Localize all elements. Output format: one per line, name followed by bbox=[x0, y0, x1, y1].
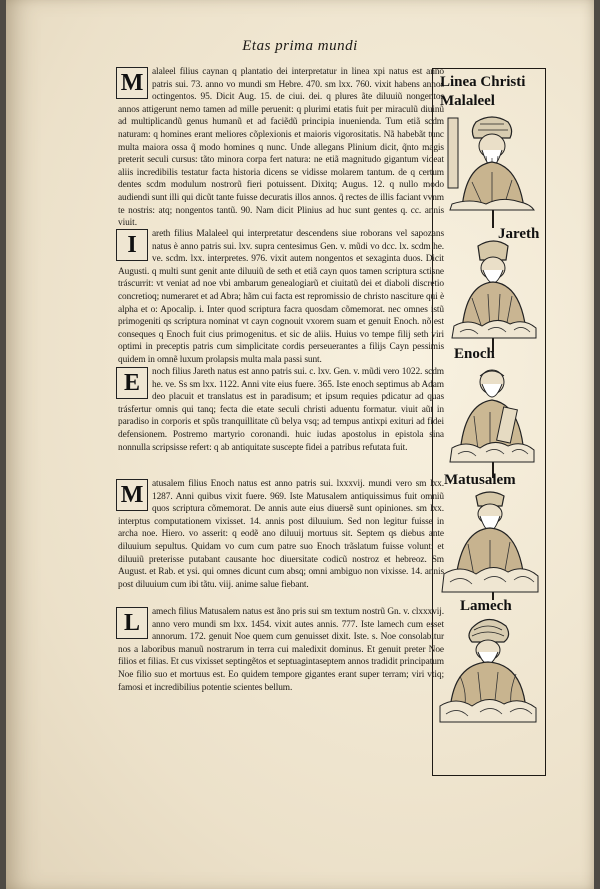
bearded-patriarch-portrait-icon bbox=[446, 112, 538, 212]
lineage-title bbox=[440, 73, 540, 111]
paragraph-text: areth filius Malaleel qui interpretatur descendens siue roborans vel sapozans natus è anno patris sui. lxv. supra centesimus Gen. v. mũdi vo dcc. lx. scdm he. ve. scdm. lxx. interpretes. 976. vixit autem nongentos et sexaginta duos. Dicit Augusti. q multi sunt genit ante diluuiũ de seth et etiã cayn quos tamen scriptura sctisne tráscurrit: vt veniat ad noe vbi ambarum genealogiarũ et ciuitatũ dei et diaboli discretio concretioq; numeraret et ad Abra; hãm cui facta est repromissio de christo nasciture qui è alpha et o: Apocalip. i. Inter quod scriptura facra quosdam cõmemorat. nec omnes istũ primogeniti qs scriptura nominat vt cayn cognouit vxorem suam et genuit Enoch. nõ est conseques q Enoch fuit cius primogenitus. et sic de aliis. Huius vo tempe filij seth viri optimi in preceptis patris cum simplicitate cordis perseuerantes a filijs Cayn pessimis quidem in omnẽ luxum prolapsis multa mala passi sunt. bbox=[118, 229, 444, 365]
paragraph-malaleel bbox=[118, 66, 444, 230]
patriarch-with-book-portrait-icon bbox=[446, 364, 538, 464]
figure-name-matusalem: Matusalem bbox=[444, 472, 516, 488]
figure-name-jareth: Jareth bbox=[498, 226, 540, 242]
patriarch-with-cap-portrait-icon bbox=[448, 238, 540, 342]
text-block-enoch bbox=[118, 366, 444, 454]
figure-name-enoch: Enoch bbox=[454, 346, 495, 362]
turbaned-patriarch-portrait-icon bbox=[438, 614, 538, 724]
paragraph-matusalem bbox=[118, 478, 444, 591]
decorated-initial: E bbox=[116, 367, 148, 399]
lineage-first-name: Malaleel bbox=[440, 93, 495, 109]
decorated-initial: I bbox=[116, 229, 148, 261]
paragraph-jareth bbox=[118, 228, 444, 367]
paragraph-text: atusalem filius Enoch natus est anno patris sui. lxxxvij. mundi vero sm lxx. 1287. Anni quibus vixit fuere. 969. Iste Matusalem antiquissimus fuit omniũ quos scriptura cõmemorat. De annis aute eius diuersẽ sunt opiniones. sm lxx. interptus computationem vixisset. 14. annis post diluuium. Sed non legitur fuisse in archa noe. Hiero. vo asserit: q eodẽ ano diluuij mortuus sit. Septem qs diebus ante diluuium sepultus. Quidam vo cum cum patre suo Enoch trãslatum fuisse volunt: et diluuiũ preterisse putabant causante hoc diuersitate codicũ nostroz et hebreoz. Sm August. et Rab. et ysi. qui omnes dicunt cum absq; omni ambiguo non vixisse. 14. annis post diluuium cum ibi tãtu. viij. anime salue fiebant. bbox=[118, 479, 444, 590]
paragraph-text: amech filius Matusalem natus est ãno pris sui sm textum nostrũ Gn. v. clxxxvij. anno vero mundi sm lxx. 1454. vixit autes annis. 777. Iste lamech cum esset annorum. 172. genuit Noe quem cum genuisset dixit. Iste. s. Noe consolabitur nos a laboribus manuũ nostrarum in terra cui maledixit dominus. Et genuit preter Noe filios et filias. Et cus vixisset septingẽtos et septuagintaseptem annos tradidit principatum Noe filio suo et mortuus est. Eo quidem tempore gigantes erant super terram; viri vtiq; famosi et incredibilius potentie scientes bellum. bbox=[118, 607, 444, 693]
elder-patriarch-portrait-icon bbox=[440, 490, 540, 594]
decorated-initial: M bbox=[116, 479, 148, 511]
paragraph-text: noch filius Jareth natus est anno patris sui. c. lxv. Gen. v. mũdi vero 1022. scdm he. ve. Ss sm lxx. 1122. Anni vite eius fuere. 365. Iste enoch septimus ab Adam deo placuit et translatus est in paradisum; et ipsum requies pdicatur ad quas trásfertur omnis qui tanq; fecta die etate seculi christi aduentu formatur. viuit aũt in paradiso in corporis et spũs tranquillitate cũ belya vsq; ad tempus antixpi exituri ad fidei defensionem. Postremo martyrio coronandi. huic iudas apostolus in epistola sina nonnulla scripsisse refert: q ab antiquitate suscepte fidei a patribus refutata fuit. bbox=[118, 367, 444, 453]
figure-name-lamech: Lamech bbox=[460, 598, 512, 614]
text-block-matusalem bbox=[118, 478, 444, 591]
text-block-jareth bbox=[118, 228, 444, 367]
running-head: Etas prima mundi bbox=[242, 38, 358, 54]
lineage-title-line: Linea Christi bbox=[440, 74, 526, 90]
decorated-initial: L bbox=[116, 607, 148, 639]
paragraph-lamech bbox=[118, 606, 444, 694]
paragraph-enoch bbox=[118, 366, 444, 454]
decorated-initial: M bbox=[116, 67, 148, 99]
text-block-lamech bbox=[118, 606, 444, 694]
text-block-malaleel bbox=[118, 66, 444, 230]
paragraph-text: alaleel filius caynan q plantatio dei interpretatur in linea xpi natus est anno patris sui. 73. anno vo mundi sm Hebre. 470. sm lxx. 760. vixit habens annos octingentos. 95. Dicit Aug. 15. de ciui. dei. q plures ãte diluuiũ nongentos annos attigerunt nemo tamen ad mille peruenit: q plurimi etatis fuit per miraculũ diuinũ ad multiplicandũ genus humanũ et ad faciẽdũ principia inuenienda. Tum etiã scdm naturam: q homines erant meliores cõplexionis et maioris vigorositatis. Nã habebãt tunc multa maiora ossa q̃ modo homines q nunc. Unde allegans Plinium dicit, q̃nto magis preterit seculi cursus: tãto minora corpa fert natura: ne etiã magnitudo gigantum videat aliis incredibilis testatur facta historia dicens se vidisse molarem tantum. de q certum dentes scdm modulum nostrorũ fieri potuissent. Dixitq; Augus. 12. q nullo modo audiendi sunt illi qui dicũt tante fuisse decuratis illos annos. q̃ rectes de illis faciant vvnm te nostris: atq; nongentos tantũ. 90. Nam dicit Plinius ad huc sunt gentes q. cc. annis viuit. bbox=[118, 67, 444, 229]
